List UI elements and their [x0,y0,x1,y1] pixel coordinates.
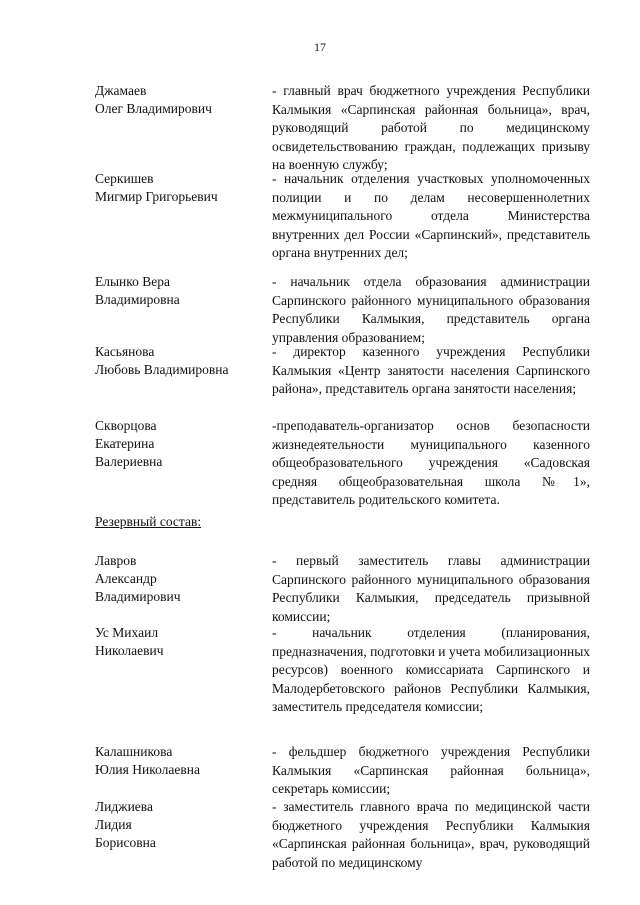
member-name [95,82,263,118]
name-line: Лидия [95,817,132,832]
member-name [95,417,263,471]
name-line: Владимировна [95,292,180,307]
member-role: - начальник отделения (планирования, предназначения, подготовки и учета мобилизационных ресурсов) военного комиссариата Сарпинского и Малодербетовского районов Республики Калмыкия, заместитель председателя комиссии; [272,625,591,714]
name-line: Борисовна [95,835,156,850]
member-name [95,273,263,309]
name-line: Елынко Вера [95,274,171,289]
name-line: Александр [95,571,157,586]
member-role: - начальник отдела образования администрации Сарпинского районного муниципального образования Республики Калмыкия, представитель органа управления образованием; [272,274,590,345]
member-name [95,624,263,660]
member-role: - фельдшер бюджетного учреждения Республики Калмыкия «Сарпинская районная больница», секретарь комиссии; [272,744,590,796]
member-role: - главный врач бюджетного учреждения Республики Калмыкия «Сарпинская районная больница», врач, руководящий работой по медицинскому освидетельствованию граждан, подлежащих призыву на военную службу; [272,83,590,172]
page-number: 17 [314,40,326,54]
member-name [95,552,263,606]
name-line: Ус Михаил [95,625,159,640]
name-line: Мигмир Григорьевич [95,189,218,204]
name-line: Лиджиева [95,799,153,814]
member-role: - директор казенного учреждения Республики Калмыкия «Центр занятости населения Сарпинского района», представитель органа занятости населения; [272,344,590,396]
member-name [95,743,263,779]
name-line: Екатерина [95,436,155,451]
name-line: Серкишев [95,171,154,186]
name-line: Юлия Николаевна [95,762,200,777]
name-line: Лавров [95,553,137,568]
member-name [95,798,263,852]
member-name [95,343,263,379]
name-line: Джамаев [95,83,147,98]
name-line: Скворцова [95,418,157,433]
reserve-section-title: Резервный состав: [95,514,202,529]
member-role: - первый заместитель главы администрации Сарпинского районного муниципального образования Республики Калмыкия, председатель призывной комиссии; [272,553,590,624]
name-line: Любовь Владимировна [95,362,229,377]
name-line: Касьянова [95,344,155,359]
name-line: Владимирович [95,589,181,604]
name-line: Валериевна [95,454,163,469]
member-name [95,170,263,206]
name-line: Калашникова [95,744,173,759]
member-role: -преподаватель-организатор основ безопасности жизнедеятельности муниципального казенного общеобразовательного учреждения «Садовская средняя общеобразовательная школа №1», представитель родительского комитета. [272,418,590,507]
name-line: Николаевич [95,643,164,658]
member-role: - начальник отделения участковых уполномоченных полиции и по делам несовершеннолетних межмуниципального отдела Министерства внутренних дел России «Сарпинский», представитель органа внутренних дел; [272,171,590,260]
member-role: - заместитель главного врача по медицинской части бюджетного учреждения Республики Калмыкия «Сарпинская районная больница», врач, руководящий работой по медицинскому [272,799,590,870]
name-line: Олег Владимирович [95,101,212,116]
